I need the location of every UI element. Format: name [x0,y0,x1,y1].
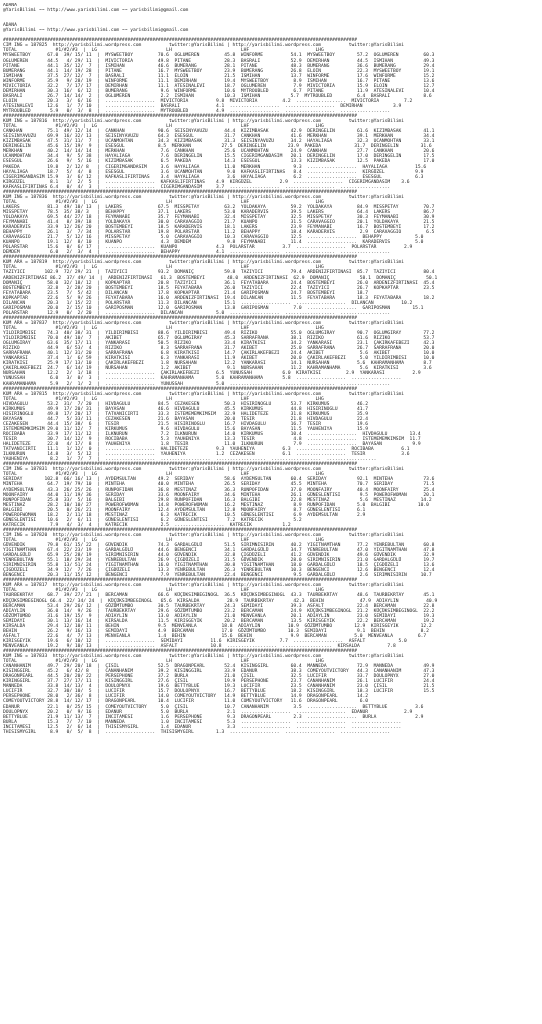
report-line: MANNEDA 33.8 14/ 13/ 4 | DOULOPNYX 19.6 BETTYBLUE 19.3 LUCIFIR 23.5 CANANHANIM 23.0 ÇISIL 21.5 [3,684,435,690]
report-line: ROCIBABA 33.9 17/ 11/ 12 | ILKNURUN 7.2 ILKNURUN 14.0 KIRKUMUS 10.4 .................. HIVDAGULU 13.4 [3,431,421,437]
report-line: YUNUSSAH 6.0 3/ 0/ 3 | .................. KAHRAMANHAMA 5.0 KAHRAMANHAMA 5.8 .................. .................. [3,376,402,382]
report-line: TOTAL #1/#2/#3 | LG LH LHF LHG [3,659,324,665]
report-line: SIRIMNISIRIN 55.8 13/ 51/ 24 | YIGITNAMTHAN 16.0 YIGITNAMTHAN 30.8 YIGITNAMTHAN 18.0 GARDALGÜLÜ 18.5 ÇIGDÜZELI 13.6 [3,563,435,569]
report-line: ################################################################################################################################ [3,649,358,654]
report-line: YAUHENIYA 8.2 1/ 7/ 7 | .................. .................. .................. .................. .................. [3,457,377,463]
report-line: AYDEMSULTAN 43.3 26/ 25/ 26 | RUNPOFIDAN 36.8 MESTINAZ 36.3 RUNPOFIDAN 37.0 MOONFAIRY 40.4 MOONFAIRY 25.4 [3,487,435,493]
report-line: ESESGUL 26.6 9/ 5/ 16 | KIZIMBASAK 6.5 PAKEDA 14.3 ESESGUL 13.3 KIZIMBASAK 12.5 PAKEDA 17.0 [3,159,435,165]
report-line: MYSWEETBOY 67.0 39/ 15/ 11 | MYSWEETBOY 70.6 OGLUMEREN 45.8 WINFORME 54.1 MYSWEETBOY 57.2 OGLUMEREN 60.3 [3,53,435,59]
report-line: BOSTEMBEYI 32.8 2/ 28/ 20 | BOSTEMBEYI 18.5 FEYATABARA 26.0 TAZIYICI 22.4 TAZIYICI 26.7 KOPKAPTAR 23.5 [3,285,435,291]
report-line: RUNPOFIDAN 25.8 33/ 5/ 16 | BALGIBI 29.8 RUNPOFIDAN 16.3 BALGIBI 22.8 MESTINAZ 5.6 MESTINAZ 14.2 [3,497,432,503]
report-line: EDANUR 22.1 0/ 25/ 15 | COMEYOUTVICTORY 5.0 ÇISIL 10.7 CANANHANIM 3.5 .................. BETTYBLUE 3.6 [3,704,424,710]
report-line: ISMIHAN 37.5 27/ 12/ 7 | BASRALI 11.1 ELOIN 21.5 ISMIHAN 13.7 WINFORME 17.6 WINFORME 15.2 [3,73,435,79]
report-line: TOTAL #1/#2/#3 | LG LH LHF LHG [3,326,324,331]
report-line: OGLUMGIRAY 63.6 35/ 17/ 11 | YANKARASI 50.5 RIZIKO 33.4 KIRATKISI 34.2 YANKARASI 23.1 ÇAKIRKAFEBEZI 42.3 [3,341,435,347]
report-line: COMEYOUTVICTORY 28.8 14/ 12/ 17 | DRAGONPEARL 10.4 LUCIFIR 11.0 COMEYOUTVICTORY 11.6 DRAGONPEARL 6.0 [3,699,369,705]
report-line: ################################################################################################################################ [3,38,358,44]
report-line: ASFALT 22.6 4/ 7/ 13 | MENVEANLA 1.4 BEHIN 15.6 BEHIN 9.9 BERCAMAN 5.0 MENVEANLA 6.7 [3,633,427,639]
report-line: ADIAYLIN 36.0 14/ 9/ 26 | TAURBEKRTAY 29.6 GÖZÜMTUMBO 23.2 BERCAMAN 24.9 KÜÇÜKSIMBEGINOGL 21.2 KÜÇÜKSIMBEGINOGL 22.2 [3,608,435,614]
report-line: DOULOPNYX 20.2 0/ 9/ 16 | EDANUR 5.0 BURLA 2.1 .................. .................. EDANUR 2.9 [3,709,413,715]
report-line: BASRALI 26.7 14/ 14/ 2 | OGLUMEREN 2.2 ISMIHAN 10.3 ISMIHAN 5.7 MYTROUBLED 6.4 BASRALI 8.6 [3,93,432,99]
report-line: ELOIN 20.3 3/ 6/ 16 | .................. MIVICTORIA 9.8 MIVICTORIA 4.2 .................. MIVICTORIA 7.2 [3,98,413,104]
report-line: ################################################################################################################################ [3,578,358,584]
report-line: YILDIRIMBISI 74.3 40/ 38/ 31 | YILDIRIMBISI 88.6 YILDIRIMBISI 49.4 RIZIKO 55.0 OGLUMGIRAY 90.7 OGLUMGIRAY 77.2 [3,331,435,337]
report-line: POWEROFWOMAN 18.2 2/ 11/ 18 | MESTINAZ 6.3 KATRECIK 10.5 GÜNESLENTISI 6.9 AYDEMSULTAN 2.9 [3,512,366,518]
report-line: ILKNURUN 14.8 3/ 5/ 12 | .................. YAUHENIYA 1.2 CEZAKESEN 6.1 .................. TESIR 3.6 [3,452,410,458]
report-line: TESIR 30.7 14/ 12/ 9 | ROCIBABA 5.3 YAUHENIYA 13.3 TESIR 4.8 .................. ISTEMEMEMKIMSIM 11.7 [3,437,421,443]
report-line: ################################################################################################################################ [3,189,358,195]
report-line: KUM ARA = 187819 http://yarisbilimi.wordpress.com twitter:@YarisBilimi | http://yarisbilimi.wordpress.com twitter:@YarisBilimi [3,260,405,266]
report-line: HALIDETEZE 22.0 4/ 17/ 8 | YAUHENIYA 1.8 TESIR 11.0 ILKNURUN 7.9 .................. BAYASAN 9.9 [3,442,421,448]
report-line: BAYASAN 44.7 5/ 33/ 11 | CEZAKESEN 21.6 BAYASAN 20.0 TESIR 21.8 HIVDAGULU 22.4 [3,416,369,422]
report-line: MISSPETAY 78.5 35/ 38/ 3 | BEHAPPY 37.1 LAKERS 53.0 KARADERVIS 39.5 LAKERS 64.4 LAKERS 86.7 [3,209,435,215]
report-line: BALGIBI 20.5 0/ 26/ 21 | MOONFAIRY 12.4 AYDEMSULTAN 12.8 MOONFAIRY 8.7 GÜNESLENTISI 6.1 [3,507,366,513]
report-line: DEMIRHAN 30.3 16/ 6/ 12 | BUMERANG 9.6 WINFORME 10.6 MYTROUBLED 6.7 PITANE 11.9 ATESINALEVI 10.4 [3,88,435,94]
report-line: KIRKUMUS 49.9 17/ 20/ 31 | BAYASAN 46.6 HIVDAGULU 45.5 KIRKUMUS 44.8 HISIRINOGLU 41.7 [3,406,369,412]
report-line: TOTAL #1/#2/#3 | LG LH LHF LHG [3,588,324,594]
report-line: MIVICTORIA 32.2 7/ 17/ 17 | DEMIRHAN 11.1 ATESINALEVI 18.7 OGLUMEREN 7.9 MIVICTORIA 15.9 ELOIN 12.7 [3,83,435,89]
report-line: ADANA [3,23,17,29]
report-line: CIM ING = 187831 http://yarisbilimi.wordpress.com twitter:@YarisBilimi | http://yarisbilimi.wordpress.com twitter:@YarisBilimi [3,467,405,473]
report-text [3,3,539,735]
report-line: ADANA [3,3,17,8]
report-line: FEYMANABI 41.4 8/ 39/ 18 | YOLDAKAYA 30.0 CARAVAGGIO 21.7 KUANPO 31.5 CARAVAGGIO 20.1 YOLDAKAYA 21.5 [3,220,435,226]
report-line: BETTYBLUE 21.9 11/ 13/ 7 | INCITAMESI 1.6 PERSEPHONE 9.3 DRAGONPEARL 2.3 .................. BURLA 2.9 [3,714,424,720]
report-line: CARAVAGGIO 21.7 5/ 12/ 16 | MISSPETAY 5.0 CARAVAGGIO 10.3 CARAVAGGIO 12.5 .................. BEHAPPY 5.0 [3,235,424,241]
report-line: CIM ING = 187825 http://yarisbilimi.wordpress.com twitter:@YarisBilimi | http://yarisbilimi.wordpress.com twitter:@YarisBilimi [3,43,405,49]
report-line: HIVDAGULU 53.2 31/ 7/ 20 | HIVDAGULU 84.5 CEZAKESEN 50.3 HISIRINOGLU 53.7 KIRKUMUS 46.2 [3,401,369,407]
report-line: HISIRINOGLU 49.8 17/ 20/ 17 | TATVANICIRTI 33.3 ISTEMEMEMKIMSIM 32.9 HALIDETEZE 31.8 KIRKUMUS 35.9 [3,411,369,417]
report-line: UCANMOHTAN 34.4 9/ 5/ 38 | HAYALIAGA 7.6 DERINGELIN 15.5 CIGERIMGANDASIM 20.1 DERINGELIN 17.0 DERINGELIN 17.5 [3,154,435,160]
report-line: MESTINAZ 28.2 10/ 10/ 27 | POWEROFWOMAN 14.8 POWEROFWOMAN 16.2 MESTINAZ 8.9 RUNPOFIDAN 5.0 BALGIBI 10.0 [3,502,429,508]
report-line: CANANHANIM 49.7 29/ 20/ 18 | ÇISIL 52.5 DRAGONPEARL 52.4 KISINGGIRL 60.4 MANNEDA 72.9 MANNEDA 49.9 [3,664,435,670]
report-line: THISISMYGIRL 8.9 0/ 5/ 8 | .................. THISISMYGIRL 1.3 .................. .................. .................. [3,729,391,735]
report-line: TOTAL #1/#2/#3 | LG LH LHF LHG [3,265,324,271]
report-line: KUM ARA = 187817 http://yarisbilimi.wordpress.com twitter:@YarisBilimi | http://yarisbilimi.wordpress.com twitter:@YarisBilimi [3,583,405,589]
report-line: TAURBEKRTAY 68.7 39/ 27/ 21 | BERCAMAN 66.6 KÜÇÜKSIMBEGINOGL 36.5 KÜÇÜKSIMBEGINOGL 43.3 TAURBEKRTAY 48.6 TAURBEKRTAY 45.1 [3,593,435,599]
report-line: BUMERANG 44.1 14/ 19/ 28 | PITANE 16.7 MYSWEETBOY 23.9 BUMERANG 26.8 ELOIN 22.3 MYSWEETBOY 19.1 [3,68,435,74]
report-line: MINTEHA 64.7 19/ 79/ 10 | MINTEHA 40.0 MINTEHA 26.5 SERIDAY 45.5 MINTEHA 70.7 SERIDAY 71.5 [3,482,435,488]
report-line: TATVANICIRTI 11.1 1/ 12/ 0 | .................. HALIDETEZE 9.3 YAUHENIYA 6.3 .................. ROCIBABA 6.1 [3,447,410,453]
report-line: CIM ING = 187820 http://yarisbilimi.wordpress.com twitter:@YarisBilimi | http://yarisbilimi.wordpress.com twitter:@YarisBilimi [3,532,405,538]
report-line: ################################################################################################################################ [3,386,358,392]
report-line: NURSAHAN 12.2 2/ 1/ 18 | .................. ÇAKIRLAKEFBEZI 6.5 YUNUSSAH 6.0 KIRATKISI 2.9 YANKARASI 2.9 [3,371,421,377]
report-line: KUM ARA = 187837 http://yarisbilimi.wordpress.com twitter:@YarisBilimi | http://yarisbilimi.wordpress.com twitter:@YarisBilimi [3,320,405,326]
report-line: ARDENIZFIRTINASI 86.2 37/ 49/ 14 | ARDENIZFIRTINASI 61.3 BOSTEMBEYI 48.0 ARDENIZFIRTINASI 62.9 DOMANIÇ 58.1 DOMANIÇ 50.1 [3,275,438,281]
report-line: POLARSTAR 15.6 0/ 6/ 17 | .................. KUANPO 4.3 POLARSTAR 3.7 .................. POLARSTAR 2.9 [3,245,413,251]
report-line: KUM ING = 187816 http://yarisbilimi.wordpress.com twitter:@YarisBilimi | http://yarisbilimi.wordpress.com twitter:@YarisBilimi [3,119,405,125]
report-line: YILDIRIMBISI 70.0 49/ 10/ 7 | AKIBET 65.7 OGLUMGIRAY 45.3 SARRAFRANA 38.1 RIZIKO 61.6 RIZIKO 53.7 [3,336,435,342]
report-line: SARRAFRANA 40.1 12/ 31/ 20 | SARRAFRANA 6.8 KIRATKISI 14.7 ÇAKIRLAKEFBEZI 24.4 AKIBET 5.6 AKIBET 10.0 [3,351,435,357]
report-line: TOTAL #1/#2/#3 | LG LH LHF LHG [3,124,324,130]
report-line: CANKHAN 75.1 49/ 12/ 14 | CANKHAN 90.6 SEISINYAVUZU 44.4 KIZIMBASAK 42.9 DERINGELIN 61.6 KIZIMBASAK 41.1 [3,129,435,135]
report-line: TOTAL #1/#2/#3 | LG LH LHF LHG [3,472,324,478]
report-line: KOPKAPTAR 22.6 5/ 9/ 26 | FEYATABARA 16.0 ARDENIZFIRTINASI 19.4 DILANCAN 11.5 FEYATABARA 18.3 FEYATABARA 18.2 [3,295,435,301]
report-line: ################################################################################################################################ [3,315,358,321]
report-line: OGLUMEREN 44.5 4/ 29/ 11 | MIVICTORIA 49.8 PITANE 28.3 BASRALI 52.9 DEMIRHAN 44.5 ISMIHAN 49.3 [3,58,435,64]
report-line: TOTAL #1/#2/#3 | LG LH LHF LHG [3,396,324,402]
report-line: KIRGÜZEL 8.1 1/ 2/ 5 | .................. KAFKASLIFIRTINAS 4.9 KIRGÜZEL 2.9 .................. CIGERIMGANDASIM 3.6 [3,179,410,185]
report-line: KIRSALDA 29.4 12/ 10/ 11 | BEHIN 9.5 MENVEANLA 18.8 ADIAYLIN 10.9 GÖZÜMTUMBO 12.9 KIRISGEYIK 12.2 [3,623,432,629]
report-line: KISINGGIRL 45.2 6/ 42/ 8 | CANANHANIM 39.2 KISINGGIRL 33.9 EDANUR 38.3 COMEYOUTVICTORY 44.3 CANANHANIM 47.3 [3,669,435,675]
report-line: GÜVENDIK 79.8 61/ 15/ 22 | GÜVENDIK 74.3 GARDALGÜLÜ 51.5 SIRIMNISIRIN 40.2 YIGITNAMTHAN 77.2 YENREBULTAN 60.8 [3,543,435,549]
report-line: ATESINALEVI 12.6 1/ 7/ 10 | .................. BASRALI 4.1 .................. .................. DEMIRHAN 3.9 [3,103,402,109]
report-line: TOTAL #1/#2/#3 | LG LH LHF LHG [3,199,324,205]
report-line: BEHIN 26.2 9/ 16/ 13 | SEMIDAYI 4.9 BERCAMAN 17.0 GÖZÜMTUMBO 10.3 SEMIDAYI 9.1 BEHIN 8.2 [3,628,429,634]
report-line: YANKARASI 37.4 1/ 6/ 59 | KIRATKISI 6.3 YANKARASI 11.9 AKIBET 20.0 ÇAKIRLAKEFBEZI 5.0 YILDIRIMBISI 10.0 [3,356,435,362]
report-line: BERCAMAN 53.4 29/ 26/ 12 | GÖZÜMTUMBO 30.5 TAURBEKRTAY 24.3 SEMIDAYI 39.3 ASFALT 22.4 BERCAMAN 22.8 [3,603,435,609]
report-line: CEZAKESEN 44.4 15/ 38/ 6 | TESIR 21.5 HISIRINOGLU 16.7 HIVDAGULU 16.7 TESIR 19.6 [3,421,369,427]
report-line: @YarisBilimi ~~ http://www.yarisbilimi.com ~~ yarisbilimi@gmail.com [3,8,189,14]
report-line: MYTROUBLED 5.9 0/ 3/ 8 | .................. MYTROUBLED 4.9 .................. .................. .................. [3,108,391,114]
report-line: DILANCAN 20.3 1/ 15/ 22 | POLARSTAR 11.3 DILANCAN 15.1 .................. .................. DILANCAN 10.2 [3,300,413,306]
report-line: ÇIGDÜZELI 34.9 12/ 7/ 26 | ÇIGDÜZELI 13.3 YENREBULTAN 26.3 YENREBULTAN 10.3 BENGENCI 12.6 BENGENCI 12.4 [3,568,435,574]
report-line: YOLDAKAYA 69.5 44/ 27/ 18 | FEYMANABI 35.7 FEYMANABI 32.4 MISSPETAY 32.5 MISSPETAY 30.3 FEYMANABI 30.9 [3,214,435,220]
report-line: MOONFAIRY 44.0 11/ 19/ 36 | SERIDAY 33.6 MOONFAIRY 34.6 MINTEHA 26.1 GÜNESLENTISI 9.5 POWEROFWOMAN 20.1 [3,492,435,498]
report-line: BENGENCI 20.3 11/ 15/ 12 | BENGENCI 7.9 YENREBULTAN 22.4 BENGENCI 9.5 GARDALGÜLÜ 2.6 SIRIMNISIRIN 10.7 [3,573,432,579]
report-line: SERIDAY 102.8 66/ 16/ 13 | AYDEMSULTAN 49.2 SERIDAY 58.6 AYDEMSULTAN 60.4 SERIDAY 92.1 MINTEHA 73.6 [3,477,435,483]
report-line: GARIPOSMAN 20.0 2/ 15/ 10 | GARIPOSMAN 12.0 GARIPOSMAN 13.8 GARIPOSMAN 7.0 .................. GARIPOSMAN 15.1 [3,305,424,311]
report-line: KUM ING = 187833 http://yarisbilimi.wordpress.com twitter:@YarisBilimi | http://yarisbilimi.wordpress.com twitter:@YarisBilimi [3,654,405,660]
report-line: MERKHAN 40.2 14/ 14/ 14 | MERKHAN 7.6 CANKHAN 25.6 UCANMOHTAN 24.9 CANKHAN 27.7 CANKHAN 20.6 [3,149,435,155]
report-line: ################################################################################################################################ [3,114,358,120]
report-line: ################################################################################################################################ [3,527,358,533]
report-line: MENVEANLA 19.2 9/ 10/ 13 | .................. ASFALT 10.8 .................. .................. KIRSALDA 7.8 [3,643,396,649]
report-line: TAZIYICI 102.9 72/ 29/ 21 | TAZIYICI 93.2 DOMANIÇ 59.8 TAZIYICI 79.4 ARDENIZFIRTINASI 85.7 TAZIYICI 80.4 [3,270,435,276]
report-line: DEMDEM 6.0 2/ 3/ 4 | .................. BEHAPPY 4.1 .................. .................. .................. [3,250,391,256]
report-line: KAFKASLIFIRTINAS 6.4 0/ 4/ 3 | .................. CIGERIMGANDASIM 3.7 .................. .................. .................. [3,184,391,190]
report-line: ÇAKIRLAKEFBEZI 24.7 6/ 14/ 19 | NURSAHAN 1.2 AKIBET 9.1 NURSAHAN 11.2 KAHRAMANHAMA 5.6 KIRATKISI 3.6 [3,366,432,372]
report-line: ################################################################################################################################ [3,462,358,468]
report-line: ISTEMEMEMKIMSIM 29.0 11/ 12/ 7 | KIRKUMUS 9.6 HIVDAGULU 15.6 BAYASAN 11.5 YAUHENIYA 15.9 [3,426,369,432]
report-line: KAHRAMANHAMA 5.9 2/ 1/ 2 | .................. YUNUSSAH 5.0 .................. .................. .................. [3,381,391,387]
report-line: GARDALGÜLÜ 65.9 25/ 28/ 19 | SIRIMNISIRIN 44.0 GÜVENDIK 32.8 ÇIGDÜZELI 41.2 GÜVENDIK 49.6 GÜVENDIK 32.9 [3,553,435,559]
report-line: DOMANIÇ 58.0 32/ 18/ 12 | KOPKAPTAR 20.8 TAZIYICI 36.1 FEYATABARA 24.4 BOSTEMBEYI 26.0 ARDENIZFIRTINASI 45.4 [3,280,435,286]
report-line: FEYATABARA 23.5 7/ 5/ 42 | DILANCAN 17.8 KOPKAPTAR 21.4 GARIPOSMAN 24.7 BOSTEMBEYI 18.7 [3,290,369,296]
report-line: BURLA 15.3 7/ 7/ 10 | MANNEDA 1.0 INCITAMESI 5.3 .................. .................. .................. [3,719,402,725]
report-line: KÜÇÜKSIMBEGINOGL 66.4 22/ 34/ 24 | KÜÇÜKSIMBEGINOGL 65.6 KIRSALDA 28.9 TAURBEKRTAY 42.3 BEHIN 47.9 ADIAYLIN 40.9 [3,598,438,604]
report-line: BEHAPPY 26.1 3/ 7/ 34 | POLARSTAR 19.8 POLARSTAR 11.2 BEHAPPY 18.4 KARADERVIS 2.9 CARAVAGGIO 6.5 [3,230,435,236]
report-line: POLARSTAR 12.9 0/ 2/ 20 | .................. DILANCAN 5.0 .................. .................. .................. [3,310,391,316]
report-line: RIZIKO 44.9 6/ 53/ 4 | RIZIKO 8.3 SARRAFRANA 31.7 AKIBET 25.0 SARRAFRANA 26.7 SARRAFRANA 20.0 [3,346,435,352]
report-line: KUM ARA = 187815 http://yarisbilimi.wordpress.com twitter:@YarisBilimi | http://yarisbilimi.wordpress.com twitter:@YarisBilimi [3,391,405,397]
report-line: YENREBULTAN 55.1 18/ 29/ 34 | YENREBULTAN 26.9 ÇIGDÜZELI 31.5 GÜVENDIK 28.0 SIRIMNISIRIN 21.0 GARDALGÜLÜ 19.7 [3,558,435,564]
report-line: PERSEPHONE 28.0 2/ 36/ 8 | LUCIFIR 14.0 COMEYOUTVICTORY 14.9 BETTYBLUE 14.9 DRAGONPEARL 14.2 [3,694,369,700]
report-line: INCITAMESI 12.5 2/ 6/ 14 | THISISMYGIRL 1.4 EDANUR 3.3 .................. .................. .................. [3,724,402,730]
report-line: LUCIFIR 32.7 30/ 10/ 5 | LUCIFIR 15.7 DOULOPNYX 16.7 BETTYBLUE 18.2 KISINGGIRL 18.3 LUCIFIR 15.5 [3,689,435,695]
report-line: LAKERS 81.3 49/ 10/ 13 | LAKERS 67.5 MISSPETAY 63.2 YOLDAKAYA 59.2 YOLDAKAYA 84.9 MISSPETAY 70.7 [3,204,435,210]
report-line: DRAGONPEARL 44.5 20/ 20/ 22 | PERSEPHONE 37.2 BURLA 21.0 ÇISIL 32.5 LUCIFIR 33.7 DOULOPNYX 27.0 [3,674,435,680]
report-line: KUM ING = 187836 http://yarisbilimi.wordpress.com twitter:@YarisBilimi | http://yarisbilimi.wordpress.com twitter:@YarisBilimi [3,194,405,200]
report-line: KARADERVIS 33.9 12/ 26/ 20 | BOSTEMBEYI 18.5 KARADERVIS 18.1 LAKERS 23.9 FEYMANABI 16.7 BOSTEMBEYI 17.2 [3,225,435,231]
report-line: KIRATKISI 25.9 17/ 13/ 10 | ÇAKIRLAKEFBEZI 1.8 NURSAHAN 12.2 YANKARASI 14.1 NURSAHAN 5.6 KAHRAMANHAMA 8.7 [3,361,432,367]
report-line: ################################################################################################################################ [3,255,358,261]
report-line: YIGITNAMTHAN 67.4 22/ 23/ 19 | GARDALGÜLÜ 44.6 BENGENCI 34.1 GARDALGÜLÜ 34.7 YENREBULTAN 47.0 YIGITNAMTHAN 47.8 [3,548,435,554]
report-line: TOTAL #1/#2/#3 | LG LH LHF LHG [3,537,324,543]
report-line: CIGERIMGANDASIM 15.9 3/ 6/ 12 | KAFKASLIFIRTINAS 3.4 HAYALIAGA 3.6 HAYALIAGA 6.2 .................. ESESGUL 6.3 [3,174,424,180]
report-line: DERINGELIN 45.6 15/ 19/ 9 | ESESGUL 8.5 MERKHAN 27.5 DERINGELIN 23.9 PAKEDA 31.7 DERINGELIN 31.6 [3,144,432,150]
report-line: GÜNESLENTISI 10.6 2/ 6/ 11 | GÜNESLENTISI 6.2 GÜNESLENTISI 7.2 KATRECIK 5.2 [3,517,302,523]
report-line: KATRECIK 7.9 4/ 3/ 4 | KATRECIK 2.5 .................. KATRECIK 1.2 [3,522,291,528]
report-line: PAKEDA 19.8 2/ 12/ 8 | CIGERIMGANDASIM 3.6 HAYALIAGA 11.0 MERKHAN 9.3 .................. HAYALIAGA 15.6 [3,164,427,170]
report-line: KIRINGGIRL 37.7 27/ 17/ 11 | KISINGGIRL 27.6 ÇISIL 19.9 PERSEPHONE 23.7 CANANHANIM 26.1 LUCIFIR 24.4 [3,679,435,685]
report-line: TOTAL #1/#2/#3 | LG LH LHF LHG [3,48,324,54]
report-line: KIRISGEYIK 19.6 6/ 10/ 12 | .................. SEMIDAYI 11.6 KIRISGEYIK 7.7 .................. ASFALT 5.0 [3,638,407,644]
report-line: SEISINYAVUZU 69.9 16/ 32/ 13 | SEISINYAVUZU 64.3 ESESGUL 31.7 CANKHAN 41.6 MERKHAN 39.1 MERKHAN 34.4 [3,134,435,140]
report-line: SEMIDAYI 30.1 13/ 16/ 14 | KIRSALDA 11.5 KIRISGEYIK 20.2 BERCAMAN 13.5 KIRISGEYIK 22.2 BERCAMAN 19.2 [3,618,435,624]
report-line: KUANPO 19.1 12/ 8/ 10 | KUANPO 4.3 DEMDEM 9.8 FEYMANABI 11.4 .................. KARADERVIS 5.0 [3,240,424,246]
report-line: GÖZÜMTUMBO 31.6 19/ 15/ 9 | ADIAYLIN 13.0 ADIAYLIN 21.0 MENVEANLA 20.1 ADIAYLIN 23.0 SEMIDAYI 19.3 [3,613,435,619]
report-line: KIZIMBASAK 47.5 31/ 11/ 7 | UCANMOHTAN 34.3 KIZIMBASAK 31.3 SEISINYAVUZU 34.2 HAYALIAGA 32.3 UCANMOHTAN 33.1 [3,139,435,145]
report-line: HAYALIAGA 18.7 5/ 4/ 8 | ESESGUL 3.6 UCANMOHTAN 9.0 KAFKASLIFIRTINAS 8.4 .................. KIRGÜZEL 9.9 [3,169,424,175]
report-line: PITANE 44.1 35/ 12/ 7 | ISMIHAN 46.6 BUMERANG 28.1 PITANE 48.3 BUMERANG 36.6 BUMERANG 29.4 [3,63,435,69]
report-line: @YarisBilimi ~~ http://www.yarisbilimi.com ~~ yarisbilimi@gmail.com [3,28,189,34]
report-line: WINFORME 35.9 9/ 28/ 19 | WINFORME 11.1 DEMIRHAN 19.4 MYSWEETBOY 8.9 ISMIHAN 16.7 PITANE 13.6 [3,78,435,84]
